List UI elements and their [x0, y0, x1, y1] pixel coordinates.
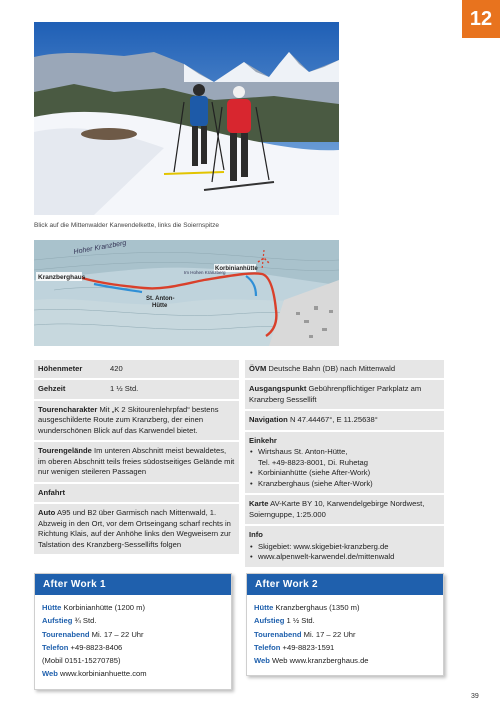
aw1-aufstieg-value: ¾ Std.	[72, 616, 97, 626]
aw2-telefon-label: Telefon	[254, 642, 281, 652]
list-item: • Korbinianhütte (siehe After-Work)	[249, 468, 440, 478]
list-item: • Wirtshaus St. Anton-Hütte,	[249, 447, 440, 457]
oevm-text: Deutsche Bahn (DB) nach Mittenwald	[266, 364, 396, 373]
after-work-1-title: After Work 1	[35, 574, 231, 595]
aw1-web[interactable]	[42, 667, 224, 680]
aw2-tourenabend-value: Mi. 17 – 22 Uhr	[301, 629, 356, 639]
aw2-aufstieg-value: 1 ½ Std.	[284, 616, 315, 626]
navigation-text: N 47.44467°, E 11.25638°	[287, 415, 378, 425]
aw2-telefon-value: +49-8823-1591	[280, 642, 335, 652]
tour-number-badge	[462, 0, 500, 38]
oevm-label: ÖVM	[249, 364, 267, 373]
after-work-2-body	[247, 595, 443, 675]
page-number: 39	[471, 693, 479, 700]
aw1-telefon	[42, 641, 224, 654]
hero-photo	[34, 22, 339, 215]
aw2-aufstieg-label: Aufstieg	[254, 616, 285, 626]
karte-text: AV-Karte BY 10, Karwendelgebirge Nordwest, Soiernguppe, 1:25.000	[249, 499, 425, 519]
info-ausgangspunkt	[245, 380, 444, 411]
einkehr-list	[249, 447, 440, 489]
aw1-mobil: (Mobil 0151-15270785)	[42, 656, 121, 666]
map-label-korbinianhuette: Korbinianhütte	[215, 266, 258, 272]
gehzeit-label: Gehzeit	[38, 384, 66, 394]
ausgangspunkt-label: Ausgangspunkt	[249, 384, 307, 394]
einkehr-tel-text: Tel. +49-8823-8001, Di. Ruhetag	[258, 457, 368, 467]
list-item: • Skigebiet: www.skigebiet-kranzberg.de	[249, 542, 440, 552]
after-work-2-title: After Work 2	[247, 574, 443, 595]
info-karte	[245, 495, 444, 526]
tourencharakter-text: Mit „K 2 Skitourenlehrpfad“ bestens ausgeschilderte Route zum Kranzberg, der einen wunderschönen Blick auf das Karwendel bietet.	[38, 404, 219, 435]
map-label-st-anton-1: St. Anton-	[146, 296, 175, 302]
navigation-label: Navigation	[249, 415, 288, 425]
hoehenmeter-label: Höhenmeter	[38, 364, 83, 373]
anfahrt-label: Anfahrt	[38, 487, 65, 497]
aw1-web-link[interactable]: www.korbinianhuette.com	[57, 669, 147, 679]
info-label: Info	[249, 530, 263, 540]
info-list	[249, 542, 440, 563]
aw2-web-label: Web	[254, 656, 270, 666]
aw1-aufstieg	[42, 614, 224, 627]
aw1-huette-value: Korbinianhütte (1200 m)	[61, 603, 145, 612]
tourencharakter-label: Tourencharakter	[38, 404, 98, 414]
aw2-huette-value: Kranzberghaus (1350 m)	[273, 603, 360, 612]
info-left-column	[34, 360, 239, 556]
aw2-tourenabend	[254, 628, 436, 641]
aw1-tourenabend-value: Mi. 17 – 22 Uhr	[89, 629, 144, 639]
map-label-small: Im Hohen Kranzberg	[184, 270, 226, 275]
route-map	[34, 240, 339, 346]
auto-label: Auto	[38, 508, 56, 518]
list-item: • Kranzberghaus (siehe After-Work)	[249, 479, 440, 489]
karte-label: Karte	[249, 499, 269, 509]
after-work-1-body	[35, 595, 231, 689]
tourengelaende-text: Im unteren Abschnitt meist bewaldetes, im oberen Abschnitt teils freies südostseitiges Gelände mit nur wenigen steileren Passagen	[38, 446, 235, 477]
info-anfahrt	[34, 484, 239, 504]
ausgangspunkt-text: Gebührenpflichtiger Parkplatz am Kranzberg Sessellift	[249, 384, 422, 404]
aw1-web-label: Web	[42, 669, 58, 679]
info-right-column	[245, 360, 444, 569]
aw1-telefon-label: Telefon	[42, 642, 69, 652]
aw2-tourenabend-label: Tourenabend	[254, 629, 302, 639]
info-auto	[34, 504, 239, 556]
info-info	[245, 526, 444, 568]
hoehenmeter-value: 420	[110, 364, 123, 373]
info-tourengelaende	[34, 442, 239, 483]
list-item: • www.alpenwelt-karwendel.de/mittenwald	[249, 552, 440, 562]
aw2-aufstieg	[254, 614, 436, 627]
aw1-huette	[42, 601, 224, 614]
aw1-huette-label: Hütte	[42, 603, 62, 612]
map-label-kranzberghaus: Kranzberghaus	[38, 274, 86, 281]
info-gehzeit	[34, 380, 239, 400]
aw1-aufstieg-label: Aufstieg	[42, 616, 73, 626]
aw1-telefon-value: +49-8823-8406	[68, 642, 123, 652]
auto-text: A95 und B2 über Garmisch nach Mittenwald, 1. Abzweig in den Ort, vor dem Ortseingang scharf rechts in Richtung Klais, auf der Anhöhe links den Wegweisern zur Talstation des Kranzberg-Sessellifts folgen	[38, 508, 231, 549]
aw2-telefon	[254, 641, 436, 654]
tourengelaende-label: Tourengelände	[38, 446, 92, 456]
gehzeit-value: 1 ½ Std.	[110, 384, 139, 394]
ski-tour-photo-image	[34, 22, 339, 215]
info-tourencharakter	[34, 401, 239, 442]
einkehr-tel	[249, 458, 440, 468]
aw1-tourenabend	[42, 628, 224, 641]
info-oevm	[245, 360, 444, 380]
info-hoehenmeter	[34, 360, 239, 380]
after-work-2-box	[246, 573, 444, 676]
aw2-huette-label: Hütte	[254, 603, 274, 612]
map-label-st-anton-2: Hütte	[152, 303, 168, 309]
route-map-image	[34, 240, 339, 346]
info-navigation	[245, 411, 444, 431]
photo-caption: Blick auf die Mittenwalder Karwendelkette, links die Soiernspitze	[34, 222, 219, 229]
einkehr-label: Einkehr	[249, 435, 277, 445]
aw2-web[interactable]	[254, 654, 436, 667]
info-einkehr	[245, 432, 444, 495]
aw2-huette	[254, 601, 436, 614]
aw1-tourenabend-label: Tourenabend	[42, 629, 90, 639]
tour-number: 12	[469, 7, 493, 30]
aw2-web-link[interactable]: Web www.kranzberghaus.de	[269, 656, 369, 666]
after-work-1-box	[34, 573, 232, 690]
map-label-ridge: Hoher Kranzberg	[73, 240, 127, 256]
